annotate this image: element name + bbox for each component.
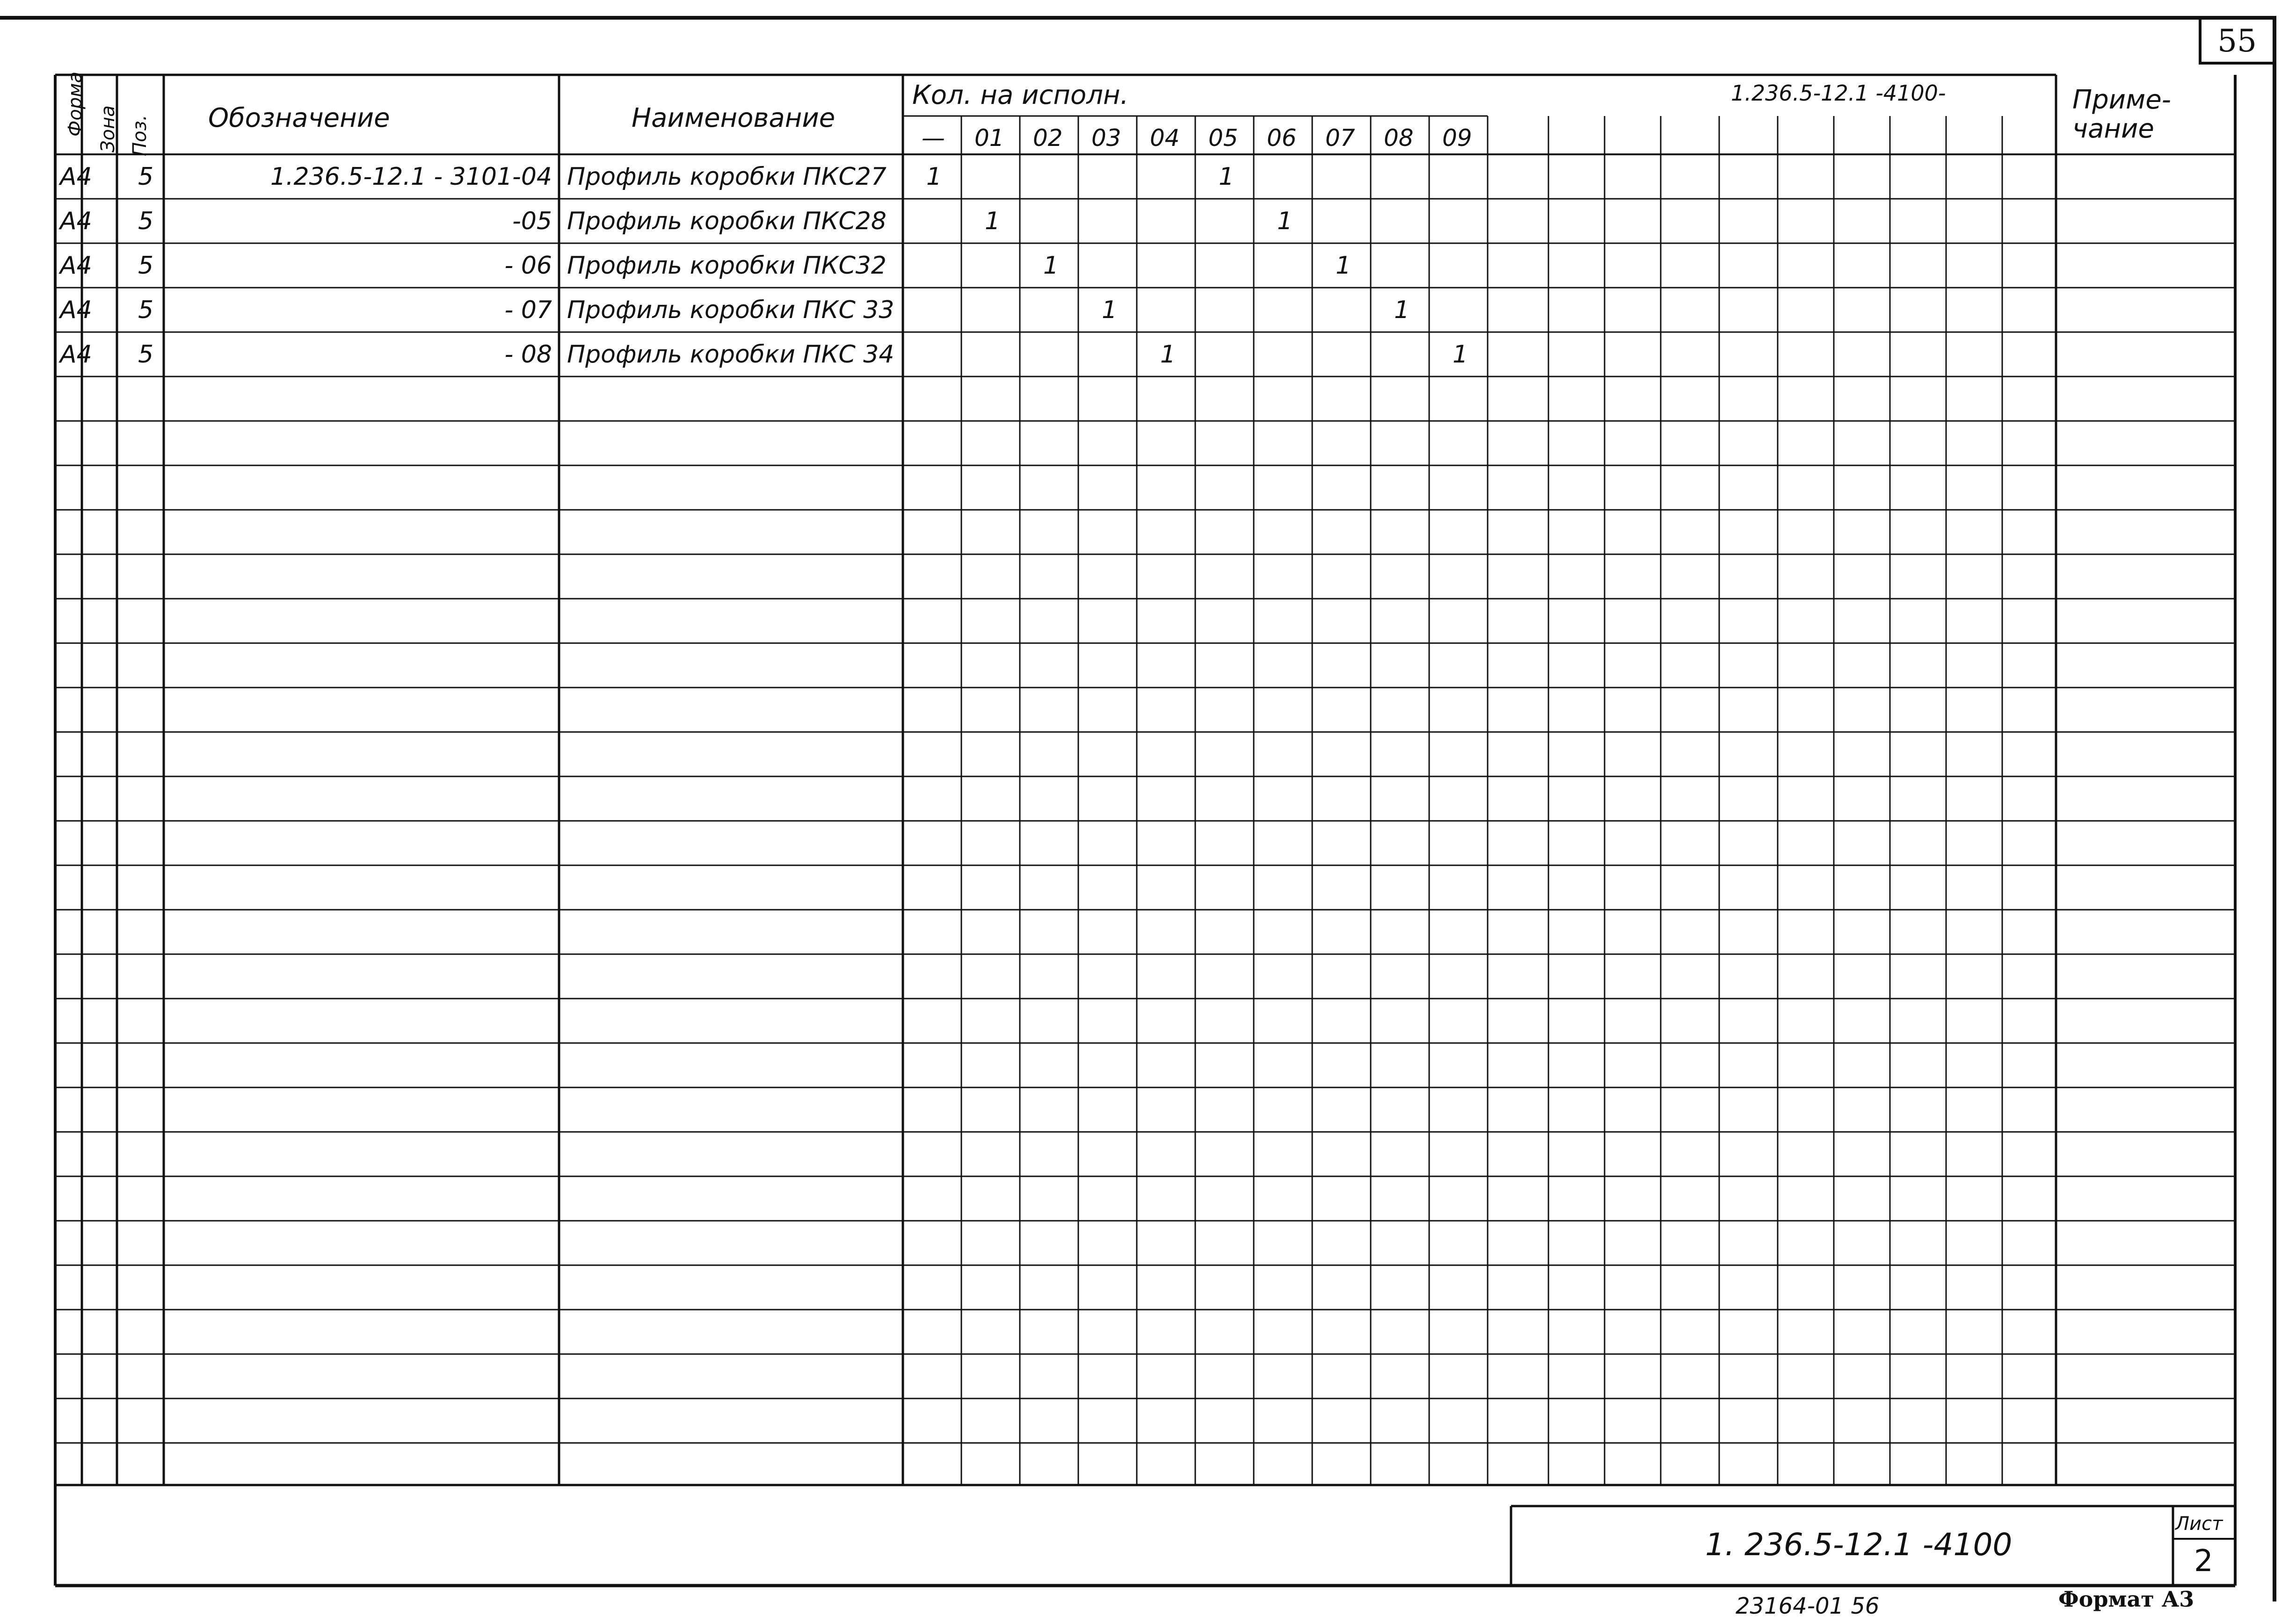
- header-zona: Зона: [97, 105, 119, 152]
- qty-column-02: 02: [1033, 124, 1063, 152]
- sheet-label: Лист: [2175, 1513, 2223, 1535]
- header-poz: Поз.: [129, 115, 151, 156]
- row-name: Профиль коробки ПКС28: [567, 207, 886, 235]
- row-name: Профиль коробки ПКС27: [567, 163, 886, 191]
- row-position: 5: [138, 296, 154, 324]
- row-designation: - 06: [504, 252, 552, 280]
- row-designation: -05: [512, 207, 552, 235]
- row-format: A4: [60, 252, 92, 280]
- qty-column-09: 09: [1442, 124, 1472, 152]
- qty-column-06: 06: [1267, 124, 1297, 152]
- row-qty-base: 1: [926, 163, 942, 191]
- row-qty-07: 1: [1336, 252, 1351, 280]
- row-designation: - 08: [504, 341, 552, 369]
- row-format: A4: [60, 341, 92, 369]
- qty-column-04: 04: [1150, 124, 1180, 152]
- sheet-number: 2: [2194, 1544, 2213, 1579]
- header-note-line1: Приме-: [2072, 85, 2171, 115]
- row-qty-03: 1: [1102, 296, 1118, 324]
- row-format: A4: [60, 207, 92, 235]
- row-format: A4: [60, 296, 92, 324]
- header-base-code: 1.236.5-12.1 -4100-: [1731, 80, 1946, 106]
- row-name: Профиль коробки ПКС32: [567, 252, 886, 280]
- inventory-number: 23164-01 56: [1736, 1593, 1880, 1619]
- document-code: 1. 236.5-12.1 -4100: [1705, 1527, 2013, 1563]
- header-designation: Обозначение: [208, 103, 390, 133]
- row-position: 5: [138, 163, 154, 191]
- row-qty-01: 1: [985, 207, 1001, 235]
- format-label: Формат А3: [2058, 1587, 2194, 1612]
- row-designation: 1.236.5-12.1 - 3101-04: [270, 163, 552, 191]
- row-format: A4: [60, 163, 92, 191]
- row-qty-06: 1: [1277, 207, 1293, 235]
- row-name: Профиль коробки ПКС 34: [567, 341, 894, 369]
- qty-column-base: —: [922, 124, 945, 152]
- header-qty-label: Кол. на исполн.: [912, 80, 1129, 110]
- row-qty-05: 1: [1219, 163, 1235, 191]
- row-qty-02: 1: [1043, 252, 1059, 280]
- page-number: 55: [2199, 20, 2273, 65]
- qty-column-07: 07: [1325, 124, 1355, 152]
- row-qty-08: 1: [1394, 296, 1410, 324]
- row-position: 5: [138, 252, 154, 280]
- row-name: Профиль коробки ПКС 33: [567, 296, 894, 324]
- row-position: 5: [138, 341, 154, 369]
- qty-column-01: 01: [974, 124, 1004, 152]
- row-qty-09: 1: [1453, 341, 1468, 369]
- qty-column-03: 03: [1091, 124, 1121, 152]
- qty-column-05: 05: [1208, 124, 1238, 152]
- header-forma: Форма: [65, 72, 86, 137]
- header-name: Наименование: [632, 103, 836, 133]
- row-designation: - 07: [504, 296, 552, 324]
- row-position: 5: [138, 207, 154, 235]
- header-note-line2: чание: [2072, 114, 2154, 144]
- row-qty-04: 1: [1160, 341, 1176, 369]
- qty-column-08: 08: [1384, 124, 1414, 152]
